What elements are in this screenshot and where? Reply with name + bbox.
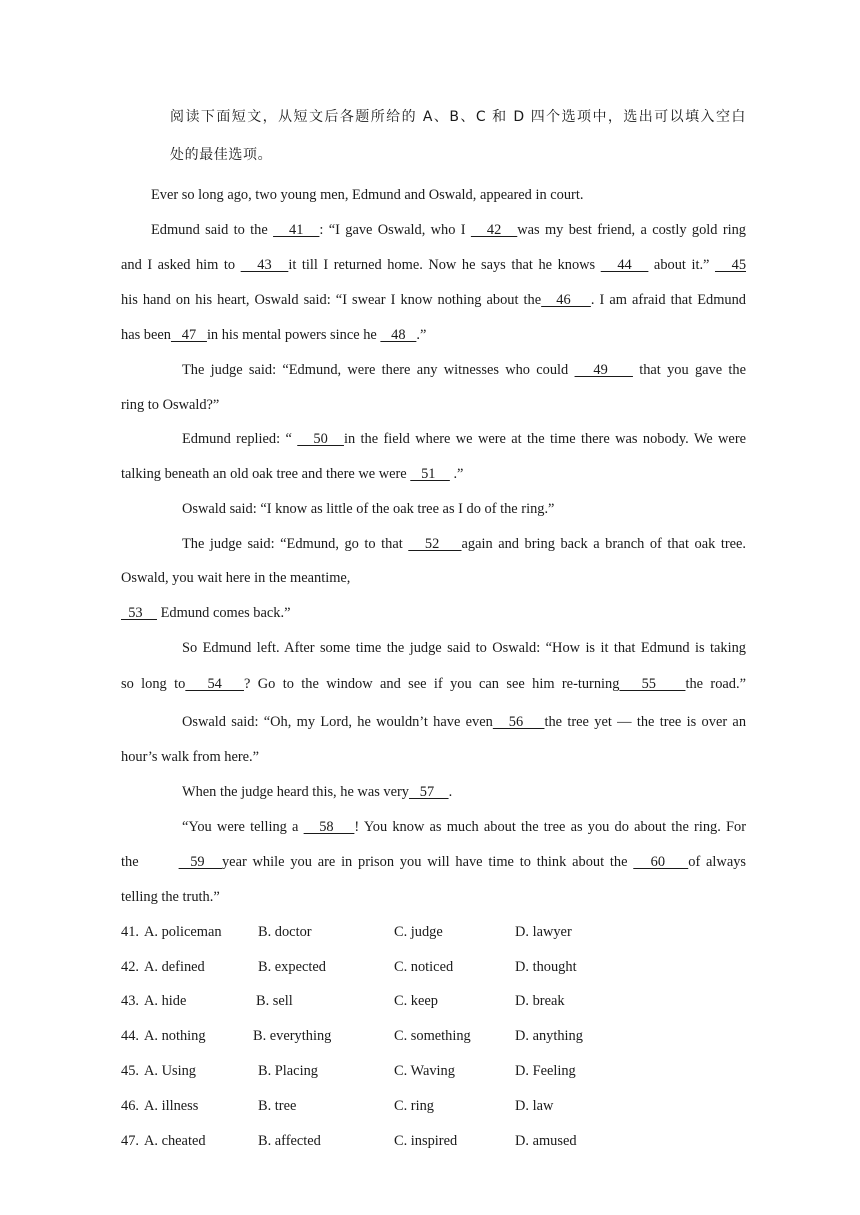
option-d: D. lawyer: [515, 924, 572, 940]
passage-line-14: So Edmund left. After some time the judge said to Oswald: “How is it that Edmund is taking: [182, 640, 746, 656]
question-number: 42.: [121, 959, 139, 975]
question-number: 41.: [121, 924, 139, 940]
text: it till I returned home. Now he says that he knows: [288, 257, 601, 273]
text: Oswald said: “Oh, my Lord, he wouldn’t have even: [182, 714, 493, 730]
passage-line-19: [182, 817, 746, 837]
blank-44: 44: [600, 257, 649, 273]
option-a: A. nothing: [144, 1028, 206, 1044]
blank-47: 47: [170, 327, 207, 343]
text: his hand on his heart, Oswald said: “I swear I know nothing about the: [121, 292, 542, 308]
text: about it.”: [648, 257, 715, 273]
blank-59: 59: [178, 854, 222, 870]
passage-line-8: [182, 429, 746, 449]
option-c: C. ring: [394, 1098, 434, 1114]
passage-line-13: [121, 603, 746, 623]
option-b: B. affected: [258, 1133, 321, 1149]
option-d: D. thought: [515, 959, 577, 975]
blank-52: 52: [408, 536, 462, 552]
text: in his mental powers since he: [206, 327, 381, 343]
text: so long to: [121, 676, 186, 692]
option-b: B. tree: [258, 1098, 297, 1114]
blank-46: 46: [541, 292, 591, 308]
passage-line-1: Ever so long ago, two young men, Edmund and Oswald, appeared in court.: [151, 187, 584, 203]
option-c: C. inspired: [394, 1133, 458, 1149]
option-a: A. hide: [144, 993, 187, 1009]
question-number: 45.: [121, 1063, 139, 1079]
passage-line-10: Oswald said: “I know as little of the oak tree as I do of the ring.”: [182, 501, 555, 517]
text: ! You know as much about the tree as you do about the ring. For: [354, 819, 747, 835]
blank-48: 48: [380, 327, 417, 343]
passage-line-3: [121, 255, 746, 275]
option-d: D. law: [515, 1098, 554, 1114]
blank-53: 53: [121, 605, 157, 621]
passage-line-4: [121, 290, 746, 310]
text: The judge said: “Edmund, go to that: [182, 536, 409, 552]
option-d: D. anything: [515, 1028, 583, 1044]
question-number: 47.: [121, 1133, 139, 1149]
option-b: B. expected: [258, 959, 326, 975]
option-a: A. Using: [144, 1063, 196, 1079]
option-a: A. cheated: [144, 1133, 206, 1149]
text: the tree yet — the tree is over an: [544, 714, 747, 730]
text: When the judge heard this, he was very: [182, 784, 409, 800]
passage-line-15: [121, 674, 746, 694]
text: the: [121, 854, 139, 870]
blank-45: 45: [714, 257, 747, 273]
text: and I asked him to: [121, 257, 241, 273]
option-b: B. everything: [253, 1028, 332, 1044]
option-b: B. sell: [256, 993, 293, 1009]
text: .: [448, 784, 453, 800]
blank-49: 49: [574, 362, 633, 378]
passage-line-6: [182, 360, 746, 380]
option-a: A. policeman: [144, 924, 222, 940]
passage-line-12: Oswald, you wait here in the meantime,: [121, 570, 351, 586]
option-d: D. amused: [515, 1133, 577, 1149]
text: Edmund comes back.”: [156, 605, 291, 621]
blank-57: 57: [408, 784, 449, 800]
passage-line-7: ring to Oswald?”: [121, 397, 220, 413]
text: .”: [416, 327, 427, 343]
text: : “I gave Oswald, who I: [319, 222, 471, 238]
text: that you gave the: [632, 362, 746, 378]
blank-41: 41: [273, 222, 320, 238]
option-b: B. Placing: [258, 1063, 318, 1079]
text: Edmund said to the: [151, 222, 274, 238]
option-a: A. illness: [144, 1098, 199, 1114]
option-c: C. noticed: [394, 959, 454, 975]
option-d: D. Feeling: [515, 1063, 576, 1079]
text: again and bring back a branch of that oak tree.: [461, 536, 746, 552]
passage-line-20: [121, 852, 746, 872]
text: talking beneath an old oak tree and there we were: [121, 466, 411, 482]
blank-55: 55: [619, 676, 686, 692]
option-c: C. something: [394, 1028, 471, 1044]
blank-50: 50: [297, 431, 344, 447]
instruction-line-1: 阅读下面短文，从短文后各题所给的 A、B、C 和 D 四个选项中，选出可以填入空白: [170, 109, 746, 125]
option-d: D. break: [515, 993, 565, 1009]
option-c: C. judge: [394, 924, 443, 940]
option-c: C. Waving: [394, 1063, 455, 1079]
option-a: A. defined: [144, 959, 205, 975]
question-number: 44.: [121, 1028, 139, 1044]
text: has been: [121, 327, 171, 343]
text: “You were telling a: [182, 819, 304, 835]
blank-58: 58: [303, 819, 355, 835]
option-c: C. keep: [394, 993, 438, 1009]
text: the road.”: [685, 676, 746, 692]
question-number: 46.: [121, 1098, 139, 1114]
passage-line-2: [121, 220, 746, 240]
blank-60: 60: [633, 854, 689, 870]
text: ? Go to the window and see if you can see him re-turning: [243, 676, 620, 692]
text: was my best friend, a costly gold ring: [517, 222, 747, 238]
passage-line-17: hour’s walk from here.”: [121, 749, 259, 765]
passage-line-5: [121, 325, 746, 345]
blank-43: 43: [240, 257, 289, 273]
text: Edmund replied: “: [182, 431, 298, 447]
instruction-line-2: 处的最佳选项。: [170, 147, 273, 163]
blank-54: 54: [185, 676, 244, 692]
passage-line-9: [121, 464, 746, 484]
passage-line-21: telling the truth.”: [121, 889, 220, 905]
blank-56: 56: [492, 714, 545, 730]
passage-line-18: [182, 782, 807, 802]
blank-42: 42: [470, 222, 518, 238]
option-b: B. doctor: [258, 924, 312, 940]
question-number: 43.: [121, 993, 139, 1009]
text: of always: [688, 854, 746, 870]
text: year while you are in prison you will have time to think about the: [221, 854, 634, 870]
text: in the field where we were at the time there was nobody. We were: [343, 431, 746, 447]
text: .”: [449, 466, 464, 482]
passage-line-16: [182, 712, 746, 732]
passage-line-11: [182, 534, 746, 554]
blank-51: 51: [410, 466, 450, 482]
text: . I am afraid that Edmund: [590, 292, 747, 308]
text: The judge said: “Edmund, were there any witnesses who could: [182, 362, 575, 378]
